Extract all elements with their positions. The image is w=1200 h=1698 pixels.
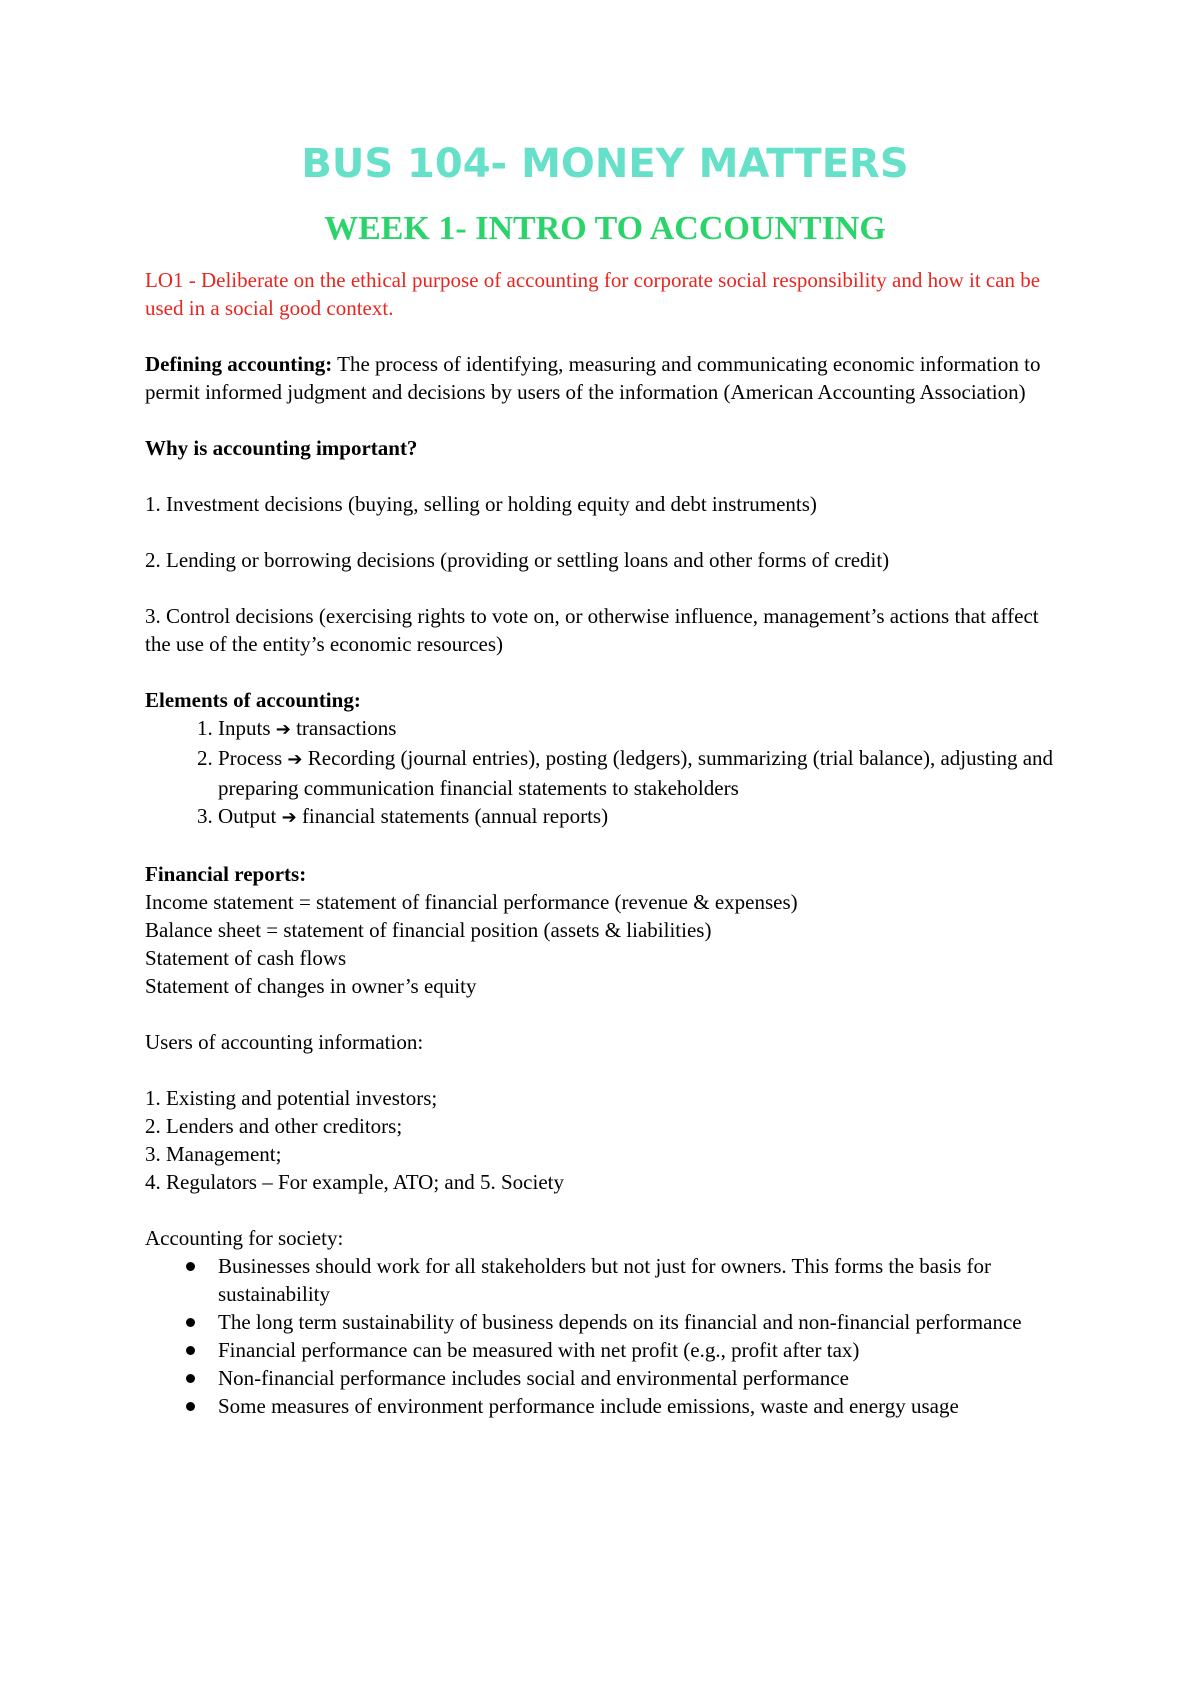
right-arrow-icon: ➔ — [275, 719, 291, 740]
user-line: 3. Management; — [145, 1142, 282, 1166]
element-term: Inputs — [218, 716, 276, 740]
element-term: Process — [218, 746, 288, 770]
elements-heading: Elements of accounting: — [145, 688, 361, 712]
financial-report-line: Statement of changes in owner’s equity — [145, 974, 477, 998]
list-item: The long term sustainability of business depends on its financial and non-financial performance — [218, 1308, 1065, 1336]
element-desc: Recording (journal entries), posting (ledgers), summarizing (trial balance), adjusting and preparing communication financial statements to stakeholders — [218, 746, 1054, 800]
list-item: Businesses should work for all stakeholders but not just for owners. This forms the basis for sustainability — [218, 1252, 1065, 1308]
importance-item-3: 3. Control decisions (exercising rights to vote on, or otherwise influence, management’s actions that affect the use of the entity’s economic resources) — [145, 604, 1039, 656]
right-arrow-icon: ➔ — [287, 749, 303, 770]
importance-item-1: 1. Investment decisions (buying, selling or holding equity and debt instruments) — [145, 492, 817, 516]
defining-accounting-text: The process of identifying, measuring and communicating economic information to permit informed judgment and decisions by users of the information (American Accounting Association) — [145, 352, 1041, 404]
users-section — [145, 1084, 1065, 1196]
financial-reports-section — [145, 860, 1065, 1000]
defining-accounting-label: Defining accounting: — [145, 352, 333, 376]
user-line: 4. Regulators – For example, ATO; and 5. Society — [145, 1170, 564, 1194]
society-bullet-list — [145, 1252, 1065, 1420]
defining-accounting-paragraph — [145, 350, 1065, 406]
right-arrow-icon: ➔ — [281, 807, 297, 828]
list-item: Financial performance can be measured with net profit (e.g., profit after tax) — [218, 1336, 1065, 1364]
financial-reports-heading: Financial reports: — [145, 862, 307, 886]
element-term: Output — [218, 804, 282, 828]
list-item: Non-financial performance includes social and environmental performance — [218, 1364, 1065, 1392]
importance-item-2: 2. Lending or borrowing decisions (providing or settling loans and other forms of credit) — [145, 548, 890, 572]
document-title: BUS 104- MONEY MATTERS — [301, 141, 909, 187]
element-desc: transactions — [290, 716, 397, 740]
document-page — [145, 140, 1065, 1420]
list-item — [218, 802, 1065, 832]
document-subtitle: WEEK 1- INTRO TO ACCOUNTING — [324, 210, 886, 247]
list-item — [218, 744, 1065, 802]
elements-list — [145, 714, 1065, 832]
learning-objective: LO1 - Deliberate on the ethical purpose of accounting for corporate social responsibility and how it can be used in a social good context. — [145, 268, 1041, 320]
users-heading: Users of accounting information: — [145, 1030, 424, 1054]
user-line: 2. Lenders and other creditors; — [145, 1114, 403, 1138]
financial-report-line: Income statement = statement of financial performance (revenue & expenses) — [145, 890, 798, 914]
element-desc: financial statements (annual reports) — [296, 804, 609, 828]
list-item — [218, 714, 1065, 744]
society-heading: Accounting for society: — [145, 1226, 344, 1250]
financial-report-line: Statement of cash flows — [145, 946, 347, 970]
list-item: Some measures of environment performance include emissions, waste and energy usage — [218, 1392, 1065, 1420]
financial-report-line: Balance sheet = statement of financial position (assets & liabilities) — [145, 918, 712, 942]
importance-heading: Why is accounting important? — [145, 436, 418, 460]
user-line: 1. Existing and potential investors; — [145, 1086, 438, 1110]
